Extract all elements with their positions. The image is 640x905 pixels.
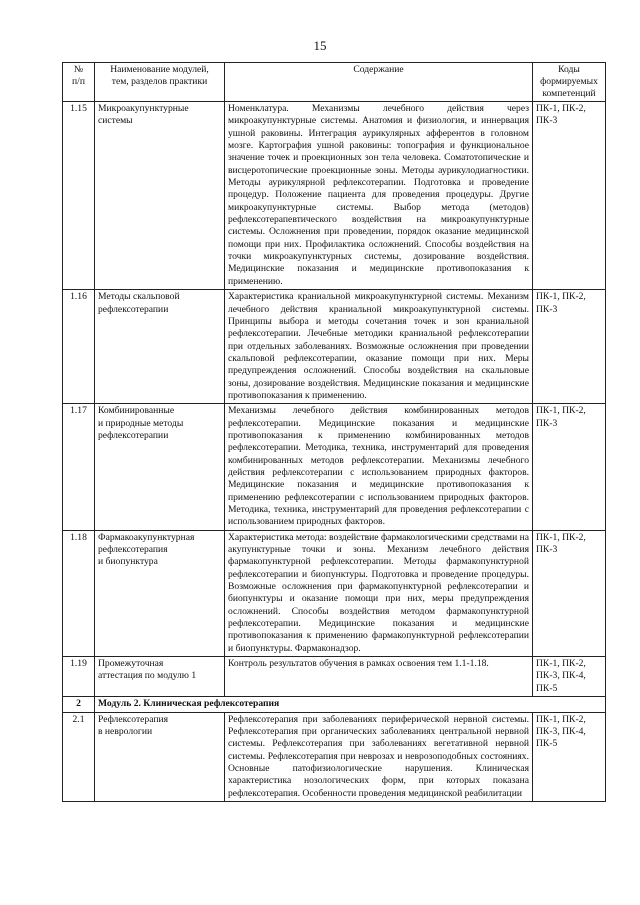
table-row <box>63 530 606 656</box>
row-codes: ПК-1, ПК-2, ПК-3, ПК-4, ПК-5 <box>533 657 606 697</box>
row-codes: ПК-1, ПК-2, ПК-3 <box>533 102 606 290</box>
row-name: Методы скальповой рефлексотерапии <box>95 290 225 404</box>
table-row <box>63 102 606 290</box>
row-content: Рефлексотерапия при заболеваниях периферической нервной системы. Рефлексотерапия при органических заболеваниях центральной нервной системы. Рефлексотерапия при заболеваниях вегетативной нервной системы. Рефлексотерапия при неврозах и неврозоподобных состояниях. Основные патофизиологические нарушения. Клиническая характеристика нозологических форм, при которых показана рефлексотерапия. Особенности проведения медицинской реабилитации <box>225 712 533 801</box>
page-number: 15 <box>313 38 327 53</box>
row-name: Микроакупунктурные системы <box>95 102 225 290</box>
module-row <box>63 697 606 712</box>
row-codes: ПК-1, ПК-2, ПК-3 <box>533 404 606 530</box>
table-row <box>63 712 606 801</box>
header-codes: Коды формируемых компетенций <box>533 63 606 102</box>
row-number: 1.19 <box>63 657 95 697</box>
row-name: Промежуточная аттестация по модулю 1 <box>95 657 225 697</box>
row-number: 1.15 <box>63 102 95 290</box>
row-codes: ПК-1, ПК-2, ПК-3 <box>533 530 606 656</box>
row-number: 2.1 <box>63 712 95 801</box>
header-name: Наименование модулей, тем, разделов практики <box>95 63 225 102</box>
table-header-row <box>63 63 606 102</box>
row-name: Фармакоакупунктурная рефлексотерапия и биопунктура <box>95 530 225 656</box>
row-number: 1.16 <box>63 290 95 404</box>
row-name: Рефлексотерапия в неврологии <box>95 712 225 801</box>
row-name: Комбинированные и природные методы рефлексотерапии <box>95 404 225 530</box>
row-content: Номенклатура. Механизмы лечебного действия через микроакупунктурные системы. Анатомия и физиология, и иннервация ушной раковины. Интеграция аурикулярных афферентов в головном мозге. Картография ушной раковины: топография и функциональное значение точек и проекционных зон тела человека. Соматотопические и висцеротопические проекционные зоны. Методы аурикулодиагностики. Методы аурикулярной рефлексотерапии. Подготовка и проведение процедур. Положение пациента для проведения процедуры. Другие микроакупунктурные системы. Выбор метода (методов) рефлексотерапевтического воздействия на микроакупунктурные системы. Осложнения при проведении, порядок оказание медицинской помощи при них. Профилактика осложнений. Способы воздействия на точки микроакупунктурных системы, дозирование воздействия. Медицинские показания и медицинские противопоказания к применению. <box>225 102 533 290</box>
row-content: Контроль результатов обучения в рамках освоения тем 1.1-1.18. <box>225 657 533 697</box>
table-row <box>63 404 606 530</box>
curriculum-table <box>62 62 606 802</box>
row-content: Механизмы лечебного действия комбинированных методов рефлексотерапии. Медицинские показания и медицинские противопоказания к применению комбинированных методов рефлексотерапии. Методика, техника, инструментарий для проведения комбинированных методов рефлексотерапии. Механизмы лечебного действия рефлексотерапии с использованием природных факторов. Медицинские показания и медицинские противопоказания к применению рефлексотерапии с использованием природных факторов. Методика, техника, инструментарий для проведения рефлексотерапии с использованием природных факторов. <box>225 404 533 530</box>
module-number: 2 <box>63 697 95 712</box>
row-number: 1.18 <box>63 530 95 656</box>
row-content: Характеристика метода: воздействие фармакологическими средствами на акупунктурные точки и зоны. Механизм лечебного действия фармакопунктурной рефлексотерапии. Методы фармакопунктурной рефлексотерапии и биопунктуры. Подготовка и проведение процедуры. Возможные осложнения при фармакопунктурной рефлексотерапии и биопунктуры и оказание помощи при них, меры предупреждения осложнений. Способы воздействия методом фармакопунктурной рефлексотерапии. Медицинские показания и медицинские противопоказания к применению фармакопунктурной рефлексотерапии и биопунктуры. Фармаконадзор. <box>225 530 533 656</box>
header-num: № п/п <box>63 63 95 102</box>
row-content: Характеристика краниальной микроакупунктурной системы. Механизм лечебного действия краниальной микроакупунктурной системы. Принципы выбора и методы сочетания точек и зон краниальной рефлексотерапии. Лечебные методики краниальной рефлексотерапии при отдельных заболеваниях. Возможные осложнения при проведении скальповой рефлексотерапии, оказание помощи при них. Меры предупреждения осложнений. Способы воздействия на скальповые зоны, дозирование воздействия. Медицинские показания и медицинские противопоказания к применению. <box>225 290 533 404</box>
table-row <box>63 657 606 697</box>
row-codes: ПК-1, ПК-2, ПК-3 <box>533 290 606 404</box>
row-number: 1.17 <box>63 404 95 530</box>
row-codes: ПК-1, ПК-2, ПК-3, ПК-4, ПК-5 <box>533 712 606 801</box>
table-row <box>63 290 606 404</box>
module-title: Модуль 2. Клиническая рефлексотерапия <box>95 697 606 712</box>
header-content: Содержание <box>225 63 533 102</box>
